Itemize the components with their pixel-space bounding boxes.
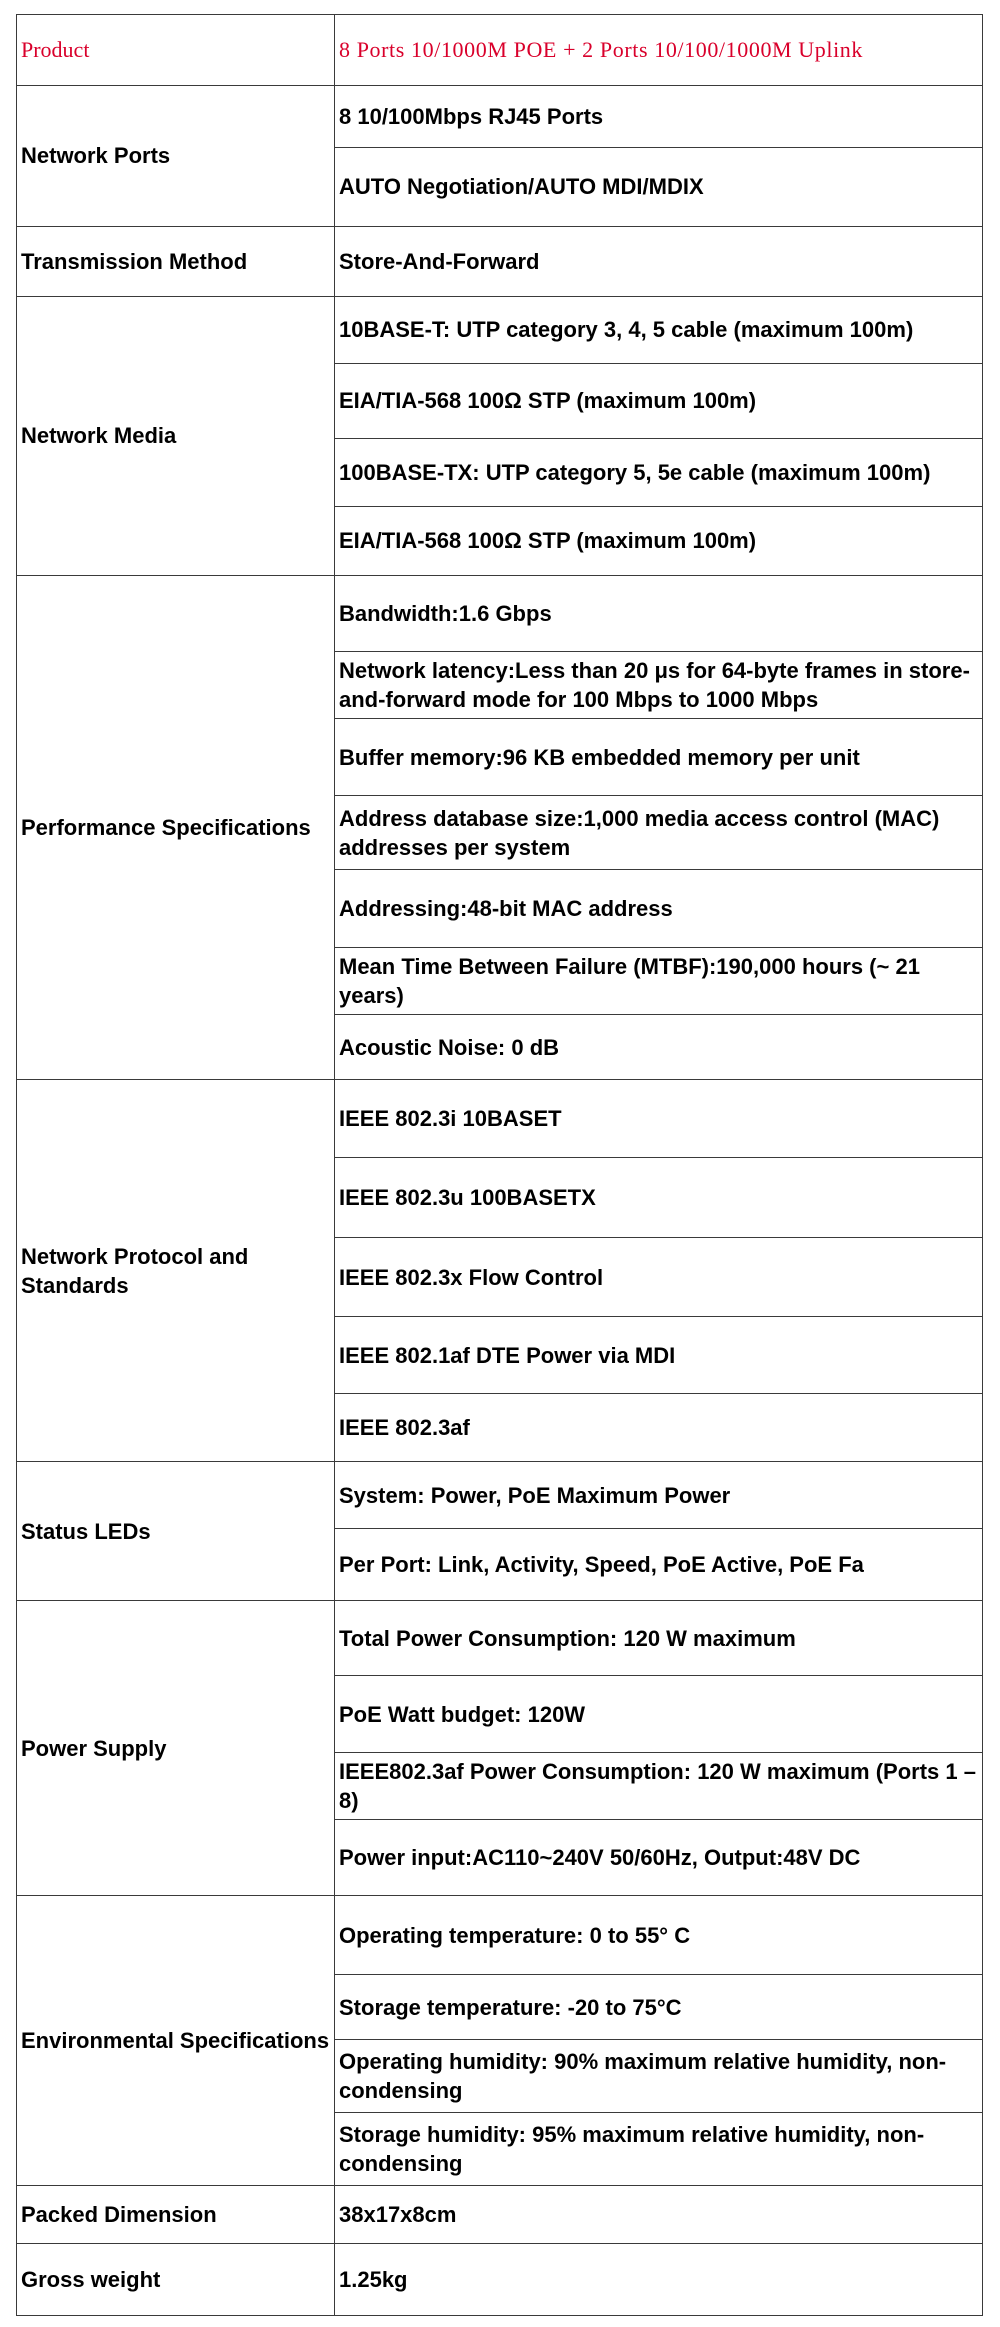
section-label-status-leds: Status LEDs [17, 1462, 335, 1601]
spec-table-body [17, 15, 983, 2316]
spec-row [17, 297, 983, 364]
section-label-power-supply: Power Supply [17, 1601, 335, 1896]
spec-value: Storage temperature: -20 to 75°C [335, 1975, 983, 2040]
spec-value: IEEE 802.3x Flow Control [335, 1238, 983, 1317]
spec-value: EIA/TIA-568 100Ω STP (maximum 100m) [335, 507, 983, 576]
spec-row [17, 2186, 983, 2244]
spec-value: PoE Watt budget: 120W [335, 1676, 983, 1753]
spec-value: 8 10/100Mbps RJ45 Ports [335, 86, 983, 148]
product-row [17, 15, 983, 86]
spec-value: Bandwidth:1.6 Gbps [335, 576, 983, 652]
spec-value: IEEE 802.3i 10BASET [335, 1080, 983, 1158]
spec-value: Total Power Consumption: 120 W maximum [335, 1601, 983, 1676]
spec-value: AUTO Negotiation/AUTO MDI/MDIX [335, 148, 983, 227]
spec-value: 100BASE-TX: UTP category 5, 5e cable (maximum 100m) [335, 439, 983, 507]
section-label-transmission-method: Transmission Method [17, 227, 335, 297]
spec-value: 38x17x8cm [335, 2186, 983, 2244]
spec-value: IEEE 802.3u 100BASETX [335, 1158, 983, 1238]
spec-value: IEEE 802.1af DTE Power via MDI [335, 1317, 983, 1394]
section-label-performance-specifications: Performance Specifications [17, 576, 335, 1080]
spec-value: Acoustic Noise: 0 dB [335, 1015, 983, 1080]
spec-row [17, 576, 983, 652]
spec-row [17, 86, 983, 148]
spec-value: Operating humidity: 90% maximum relative humidity, non-condensing [335, 2040, 983, 2113]
spec-value: 10BASE-T: UTP category 3, 4, 5 cable (maximum 100m) [335, 297, 983, 364]
spec-value: Mean Time Between Failure (MTBF):190,000 hours (~ 21 years) [335, 948, 983, 1015]
section-label-packed-dimension: Packed Dimension [17, 2186, 335, 2244]
spec-row [17, 1896, 983, 1975]
spec-value: Buffer memory:96 KB embedded memory per unit [335, 719, 983, 796]
section-label-network-media: Network Media [17, 297, 335, 576]
spec-value: Per Port: Link, Activity, Speed, PoE Active, PoE Fa [335, 1529, 983, 1601]
spec-value: Operating temperature: 0 to 55° C [335, 1896, 983, 1975]
section-label-environmental-specifications: Environmental Specifications [17, 1896, 335, 2186]
spec-value: IEEE 802.3af [335, 1394, 983, 1462]
spec-row [17, 2244, 983, 2316]
product-label: Product [17, 15, 335, 86]
spec-row [17, 1080, 983, 1158]
section-label-network-protocol-and-standards: Network Protocol and Standards [17, 1080, 335, 1462]
spec-row [17, 227, 983, 297]
spec-value: 1.25kg [335, 2244, 983, 2316]
spec-value: Address database size:1,000 media access control (MAC) addresses per system [335, 796, 983, 870]
spec-row [17, 1601, 983, 1676]
spec-value: Network latency:Less than 20 μs for 64-byte frames in store-and-forward mode for 100 Mbps to 1000 Mbps [335, 652, 983, 719]
product-value: 8 Ports 10/1000M POE + 2 Ports 10/100/1000M Uplink [335, 15, 983, 86]
spec-value: Store-And-Forward [335, 227, 983, 297]
spec-value: Power input:AC110~240V 50/60Hz, Output:48V DC [335, 1820, 983, 1896]
spec-value: System: Power, PoE Maximum Power [335, 1462, 983, 1529]
spec-value: Storage humidity: 95% maximum relative humidity, non-condensing [335, 2113, 983, 2186]
section-label-gross-weight: Gross weight [17, 2244, 335, 2316]
spec-table [16, 14, 983, 2316]
spec-value: Addressing:48-bit MAC address [335, 870, 983, 948]
spec-row [17, 1462, 983, 1529]
spec-value: IEEE802.3af Power Consumption: 120 W maximum (Ports 1 – 8) [335, 1753, 983, 1820]
section-label-network-ports: Network Ports [17, 86, 335, 227]
spec-value: EIA/TIA-568 100Ω STP (maximum 100m) [335, 364, 983, 439]
